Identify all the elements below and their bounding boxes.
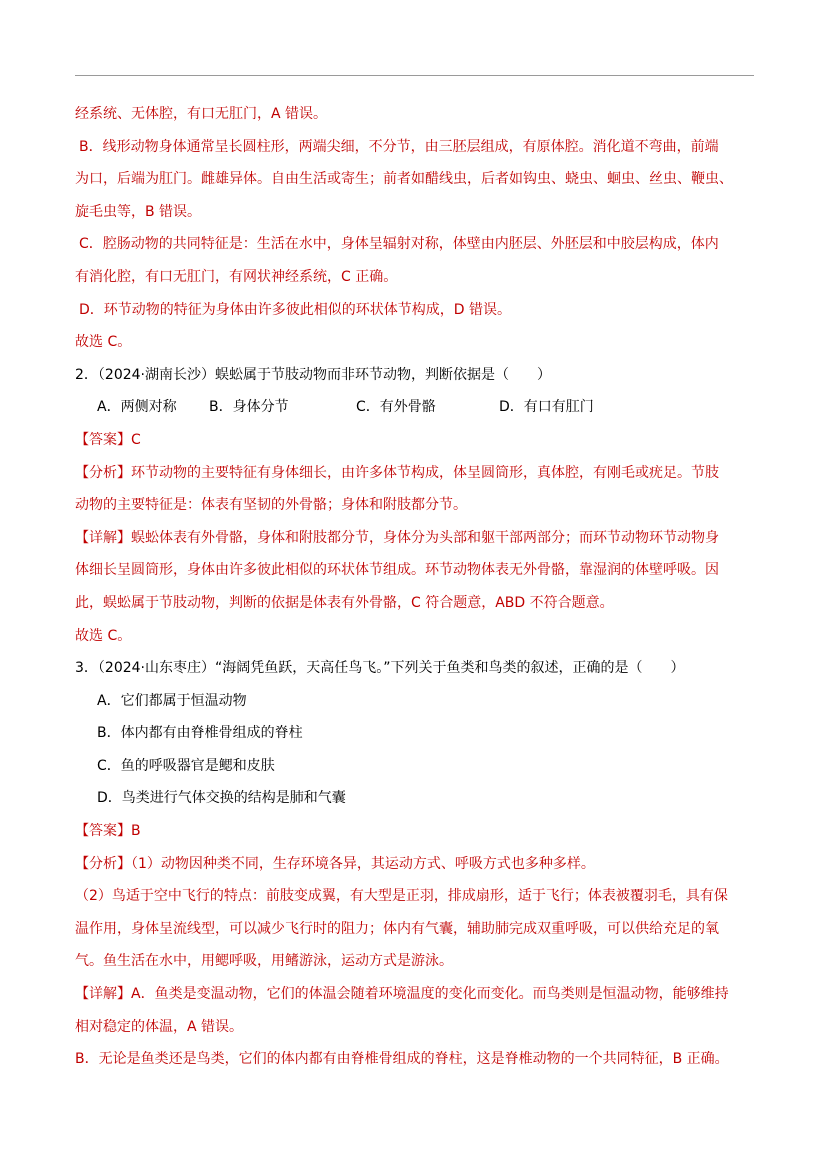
q2-detail-line-2: 体细长呈圆筒形，身体由许多彼此相似的环状体节组成。环节动物体表无外骨骼，靠湿润的体壁呼吸。因 <box>75 562 719 579</box>
q2-option-c: C．有外骨骼 <box>356 399 436 416</box>
q3-detail-option-b: B．无论是鱼类还是鸟类，它们的体内都有由脊椎骨组成的脊柱，这是脊椎动物的一个共同特征，B 正确。 <box>75 1051 729 1068</box>
q3-analysis-tag: 【分析】 <box>75 855 131 872</box>
q3-analysis-line-4: 气。鱼生活在水中，用鳃呼吸，用鳍游泳，运动方式是游泳。 <box>75 953 453 970</box>
q3-answer <box>75 815 755 848</box>
q1-choice: 故选 C。 <box>75 334 132 351</box>
q2-answer-tag: 【答案】 <box>75 431 131 448</box>
q1-option-d-line-1: D．环节动物的特征为身体由许多彼此相似的环状体节构成，D 错误。 <box>79 301 512 318</box>
q2-answer-value: C <box>131 431 141 448</box>
q1-option-c-line-1: C．腔肠动物的共同特征是：生活在水中，身体呈辐射对称，体壁由内胚层、外胚层和中胶层构成，体内 <box>79 236 719 253</box>
q3-detail-line-2: 相对稳定的体温，A 错误。 <box>75 1018 244 1035</box>
q3-answer-value: B <box>131 823 141 840</box>
q2-analysis-text-1: 环节动物的主要特征有身体细长，由许多体节构成，体呈圆筒形，真体腔，有刚毛或疣足。节肢 <box>131 464 719 481</box>
q2-analysis-line-2: 动物的主要特征是：体表有坚韧的外骨骼；身体和附肢都分节。 <box>75 497 467 514</box>
q3-detail-text-1: A．鱼类是变温动物，它们的体温会随着环境温度的变化而变化。而鸟类则是恒温动物，能够维持 <box>131 986 729 1003</box>
page-content <box>75 98 755 1076</box>
q3-analysis-line-1 <box>75 848 755 881</box>
q1-option-a-tail: 经系统、无体腔，有口无肛门，A 错误。 <box>75 106 328 122</box>
q3-option-c: C．鱼的呼吸器官是鳃和皮肤 <box>97 757 275 774</box>
header-rule <box>75 75 754 76</box>
q2-analysis-tag: 【分析】 <box>75 464 131 481</box>
q3-option-b: B．体内都有由脊椎骨组成的脊柱 <box>97 725 303 742</box>
q3-stem: 3．（2024·山东枣庄）“海阔凭鱼跃，天高任鸟飞。”下列关于鱼类和鸟类的叙述，正确的是（ ） <box>75 660 685 677</box>
q3-analysis-line-3: 温作用，身体呈流线型，可以减少飞行时的阻力；体内有气囊，辅助肺完成双重呼吸，可以供给充足的氧 <box>75 920 719 937</box>
q2-stem: 2．（2024·湖南长沙）蜈蚣属于节肢动物而非环节动物，判断依据是（ ） <box>75 366 551 383</box>
q2-option-a: A．两侧对称 <box>97 399 177 416</box>
q2-analysis-line-1 <box>75 457 755 490</box>
q3-option-a: A．它们都属于恒温动物 <box>97 692 247 709</box>
q3-detail-tag: 【详解】 <box>75 986 131 1003</box>
q3-analysis-line-2: （2）鸟适于空中飞行的特点：前肢变成翼，有大型是正羽，排成扇形，适于飞行；体表被覆羽毛，具有保 <box>75 888 728 905</box>
q2-detail-text-1: 蜈蚣体表有外骨骼，身体和附肢都分节，身体分为头部和躯干部两部分；而环节动物环节动物身 <box>131 529 719 546</box>
q2-answer <box>75 424 755 457</box>
q1-option-b-line-3: 旋毛虫等，B 错误。 <box>75 203 202 220</box>
q2-choice: 故选 C。 <box>75 627 132 644</box>
q2-detail-line-3: 此，蜈蚣属于节肢动物，判断的依据是体表有外骨骼，C 符合题意，ABD 不符合题意。 <box>75 594 614 611</box>
q2-option-d: D．有口有肛门 <box>499 399 594 416</box>
q1-option-b-line-2: 为口，后端为肛门。雌雄异体。自由生活或寄生；前者如醋线虫，后者如钩虫、蛲虫、蛔虫、丝虫、鞭虫、 <box>75 171 733 188</box>
q3-answer-tag: 【答案】 <box>75 823 131 840</box>
q3-detail-line-1 <box>75 978 755 1011</box>
q2-option-b: B．身体分节 <box>209 399 289 416</box>
q2-options <box>75 391 755 424</box>
q1-option-b-line-1: B．线形动物身体通常呈长圆柱形，两端尖细，不分节，由三胚层组成，有原体腔。消化道不弯曲，前端 <box>79 138 719 155</box>
q2-detail-tag: 【详解】 <box>75 529 131 546</box>
q3-analysis-text-1: （1）动物因种类不同，生存环境各异，其运动方式、呼吸方式也多种多样。 <box>131 855 595 872</box>
q2-detail-line-1 <box>75 522 755 555</box>
q3-option-d: D．鸟类进行气体交换的结构是肺和气囊 <box>97 790 346 807</box>
q1-option-c-line-2: 有消化腔，有口无肛门，有网状神经系统，C 正确。 <box>75 268 398 285</box>
